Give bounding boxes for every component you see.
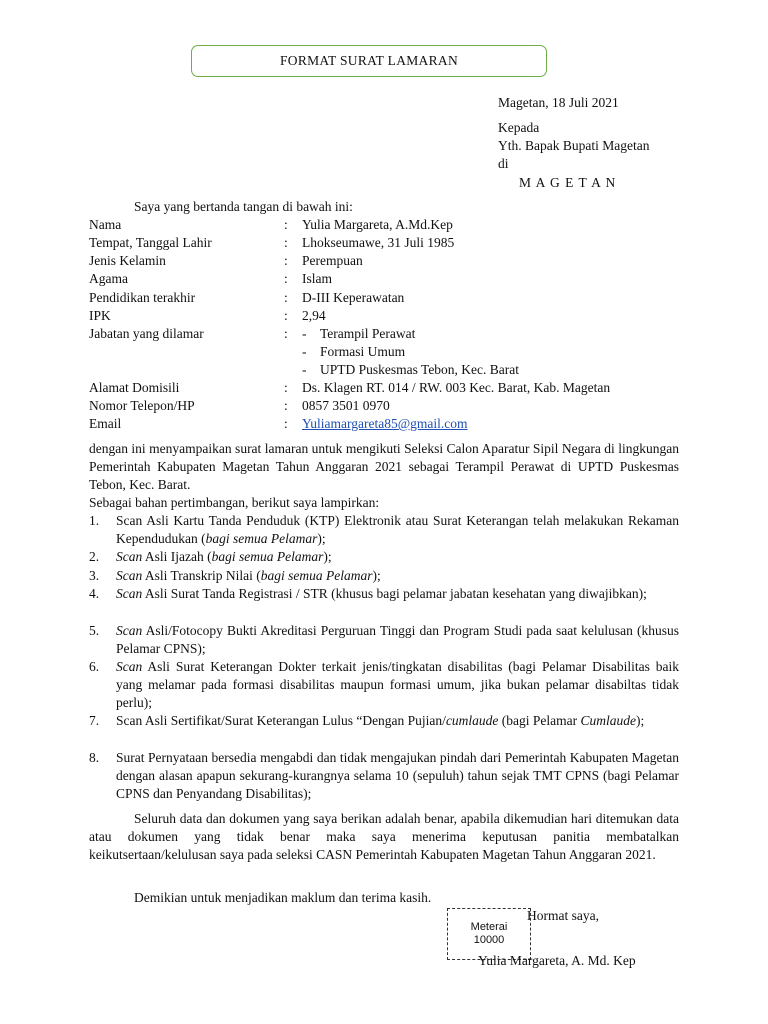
signature-name: Yulia Margareta, A. Md. Kep — [478, 953, 636, 968]
attachment-item-5: Scan Asli/Fotocopy Bukti Akreditasi Perguruan Tinggi dan Program Studi pada saat kelulusan (khusus Pelamar CPNS); — [116, 623, 679, 656]
list-number: 1. — [89, 513, 100, 528]
field-colon: : — [284, 398, 288, 413]
attachments-intro: Sebagai bahan pertimbangan, berikut saya lampirkan: — [89, 495, 380, 510]
field-value: Lhokseumawe, 31 Juli 1985 — [302, 235, 455, 250]
list-number: 6. — [89, 659, 100, 674]
recipient-line-3: di — [498, 156, 509, 171]
field-label: Alamat Domisili — [89, 380, 180, 395]
paragraph-statement: Seluruh data dan dokumen yang saya berikan adalah benar, apabila dikemudian hari ditemukan data atau dokumen yang tidak benar maka saya menerima keputusan panitia membatalkan keikutsertaan/kelulusan saya pada seleksi CASN Pemerintah Kabupaten Magetan Tahun Anggaran 2021. — [89, 811, 679, 862]
field-label: Jabatan yang dilamar — [89, 326, 204, 341]
field-colon: : — [284, 235, 288, 250]
recipient-line-4: M A G E T A N — [519, 175, 617, 190]
email-link[interactable]: Yuliamargareta85@gmail.com — [302, 416, 468, 431]
jabatan-item: Terampil Perawat — [320, 326, 416, 341]
recipient-line-2: Yth. Bapak Bupati Magetan — [498, 138, 650, 153]
field-value: 0857 3501 0970 — [302, 398, 390, 413]
attachment-item-7: Scan Asli Sertifikat/Surat Keterangan Lulus “Dengan Pujian/cumlaude (bagi Pelamar Cumlaude); — [116, 713, 645, 728]
document-title: FORMAT SURAT LAMARAN — [191, 45, 547, 77]
paragraph-application: dengan ini menyampaikan surat lamaran untuk mengikuti Seleksi Calon Aparatur Sipil Negara di lingkungan Pemerintah Kabupaten Magetan Tahun Anggaran 2021 sebagai Terampil Perawat di UPTD Puskesmas Tebon, Kec. Barat. — [89, 441, 679, 492]
attachment-item-4: Scan Asli Surat Tanda Registrasi / STR (khusus bagi pelamar jabatan kesehatan yang diwajibkan); — [116, 586, 647, 601]
field-colon: : — [284, 290, 288, 305]
place-date: Magetan, 18 Juli 2021 — [498, 95, 619, 110]
list-number: 4. — [89, 586, 100, 601]
attachment-item-3: Scan Asli Transkrip Nilai (bagi semua Pelamar); — [116, 568, 381, 583]
field-value: Yulia Margareta, A.Md.Kep — [302, 217, 453, 232]
field-colon: : — [284, 308, 288, 323]
attachment-item-2: Scan Asli Ijazah (bagi semua Pelamar); — [116, 549, 332, 564]
field-value: 2,94 — [302, 308, 326, 323]
intro-line: Saya yang bertanda tangan di bawah ini: — [134, 199, 353, 214]
list-dash: - — [302, 344, 307, 359]
field-value: Ds. Klagen RT. 014 / RW. 003 Kec. Barat, Kab. Magetan — [302, 380, 611, 395]
field-label: Agama — [89, 271, 128, 286]
jabatan-item: Formasi Umum — [320, 344, 406, 359]
stamp-value: 10000 — [473, 934, 505, 946]
list-number: 5. — [89, 623, 100, 638]
signature-greeting: Hormat saya, — [527, 908, 599, 923]
field-label: IPK — [89, 308, 111, 323]
field-label: Nama — [89, 217, 122, 232]
field-label: Nomor Telepon/HP — [89, 398, 195, 413]
field-colon: : — [284, 380, 288, 395]
list-number: 3. — [89, 568, 100, 583]
list-dash: - — [302, 362, 307, 377]
field-colon: : — [284, 217, 288, 232]
list-number: 2. — [89, 549, 100, 564]
list-dash: - — [302, 326, 307, 341]
jabatan-item: UPTD Puskesmas Tebon, Kec. Barat — [320, 362, 520, 377]
field-value: Perempuan — [302, 253, 363, 268]
field-label: Tempat, Tanggal Lahir — [89, 235, 212, 250]
field-colon: : — [284, 271, 288, 286]
field-label: Email — [89, 416, 122, 431]
list-number: 7. — [89, 713, 100, 728]
stamp-label: Meterai — [470, 921, 508, 933]
recipient-line-1: Kepada — [498, 120, 540, 135]
attachment-item-6: Scan Asli Surat Keterangan Dokter terkait jenis/tingkatan disabilitas (bagi Pelamar Disabilitas baik yang melamar pada formasi disabilitas maupun formasi umum, jika bukan pelamar disabiltas tidak perlu); — [116, 659, 679, 710]
field-value: D-III Keperawatan — [302, 290, 405, 305]
attachment-item-1: Scan Asli Kartu Tanda Penduduk (KTP) Elektronik atau Surat Keterangan telah melakukan Rekaman Kependudukan (bagi semua Pelamar); — [116, 513, 679, 546]
field-value: Islam — [302, 271, 332, 286]
closing-line: Demikian untuk menjadikan maklum dan terima kasih. — [134, 890, 432, 905]
field-colon: : — [284, 416, 288, 431]
attachment-item-8: Surat Pernyataan bersedia mengabdi dan tidak mengajukan pindah dari Pemerintah Kabupaten Magetan dengan alasan apapun sekurang-kurangnya selama 10 (sepuluh) tahun sejak TMT CPNS (bagi Pelamar CPNS dan Penyandang Disabilitas); — [116, 750, 679, 801]
list-number: 8. — [89, 750, 100, 765]
field-label: Jenis Kelamin — [89, 253, 166, 268]
field-colon: : — [284, 253, 288, 268]
field-colon: : — [284, 326, 288, 341]
field-label: Pendidikan terakhir — [89, 290, 196, 305]
